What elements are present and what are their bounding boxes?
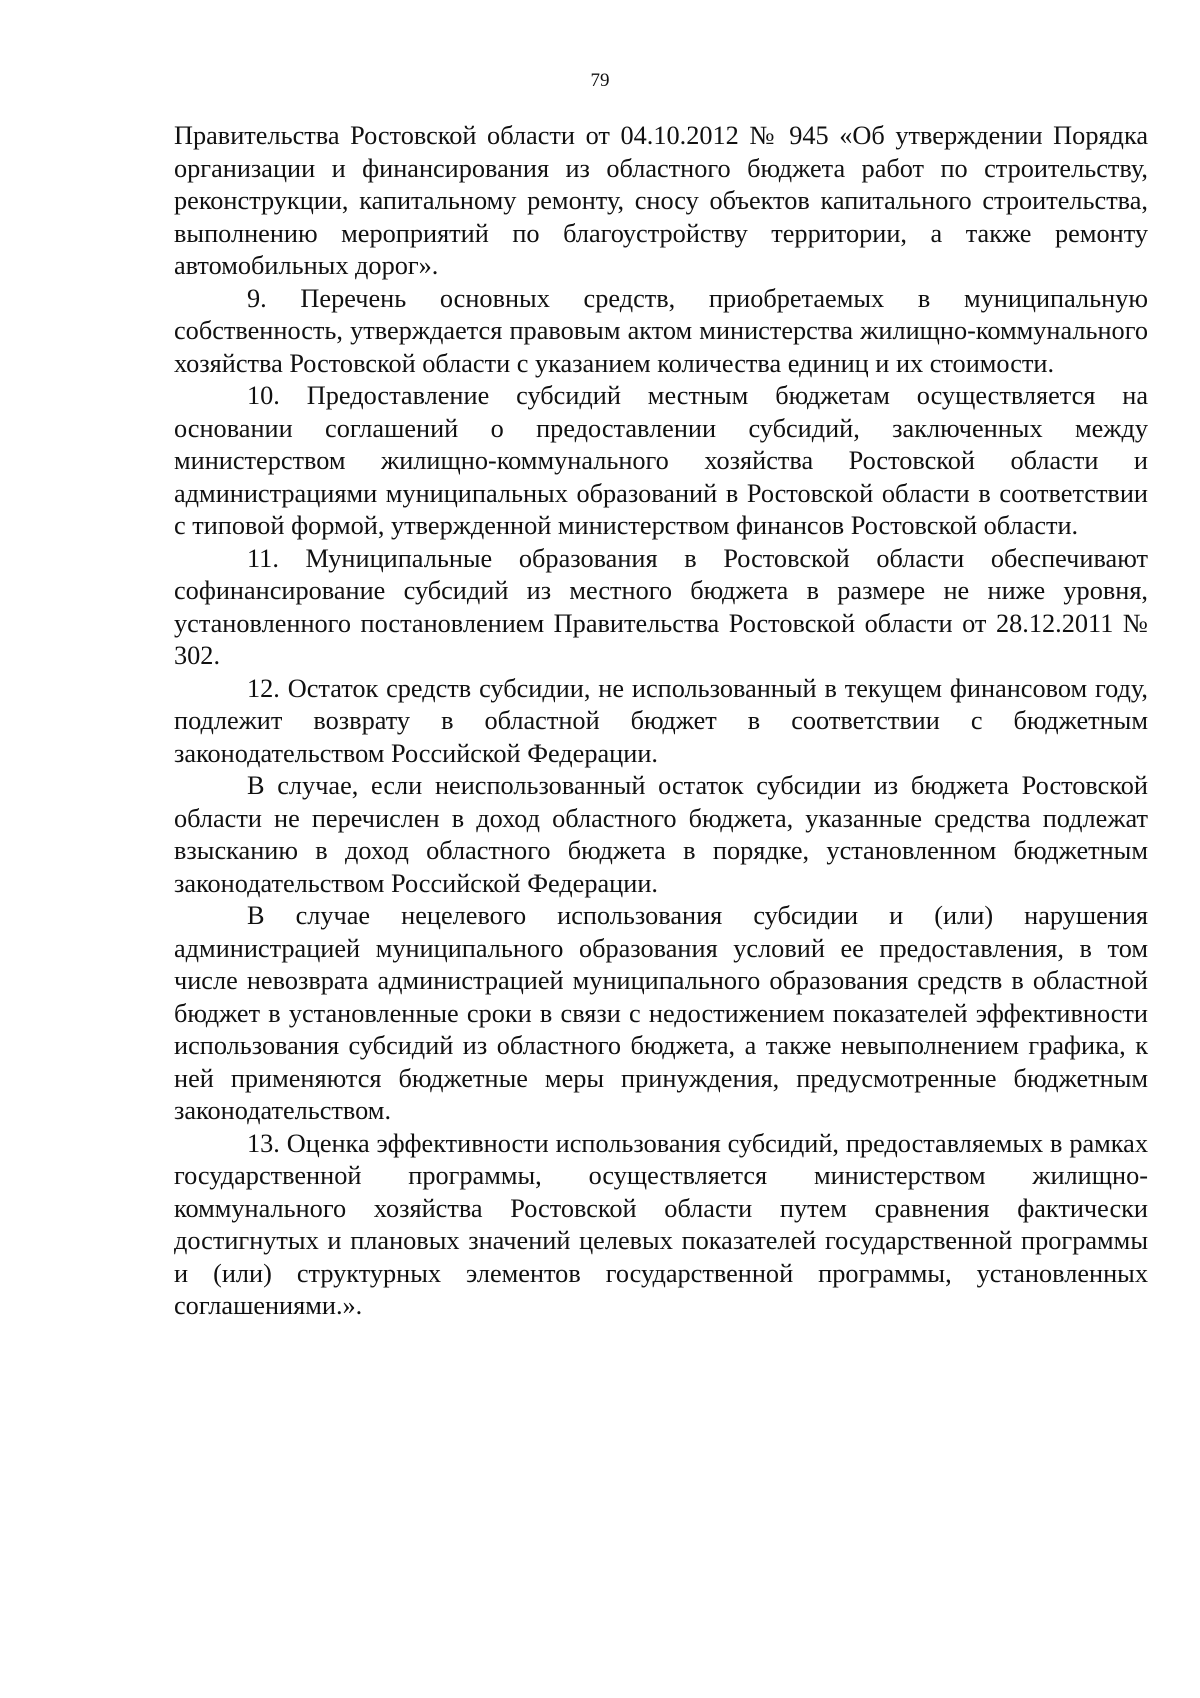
paragraph-misuse-measures: В случае нецелевого использования субсидии и (или) нарушения администрацией муниципального образования условий ее предоставления, в том числе невозврата администрацией муниципального образования средств в областной бюджет в установленные сроки в связи с недостижением показателей эффективности использования субсидий из областного бюджета, а также невыполнением графика, к ней применяются бюджетные меры принуждения, предусмотренные бюджетным законодательством.	[174, 901, 1148, 1125]
paragraph-item-9: 9. Перечень основных средств, приобретаемых в муниципальную собственность, утверждается правовым актом министерства жилищно-коммунального хозяйства Ростовской области с указанием количества единиц и их стоимости.	[174, 283, 1148, 378]
paragraph-item-11: 11. Муниципальные образования в Ростовской области обеспечивают софинансирование субсидий из местного бюджета в размере не ниже уровня, установленного постановлением Правительства Ростовской области от 28.12.2011 № 302.	[174, 543, 1148, 670]
paragraph-continuation: Правительства Ростовской области от 04.10.2012 № 945 «Об утверждении Порядка организации и финансирования из областного бюджета работ по строительству, реконструкции, капитальному ремонту, сносу объектов капитального строительства, выполнению мероприятий по благоустройству территории, а также ремонту автомобильных дорог».	[174, 121, 1148, 280]
document-body	[174, 120, 1148, 1323]
paragraph-item-13: 13. Оценка эффективности использования субсидий, предоставляемых в рамках государственной программы, осуществляется министерством жилищно-коммунального хозяйства Ростовской области путем сравнения фактически достигнутых и плановых значений целевых показателей государственной программы и (или) структурных элементов государственной программы, установленных соглашениями.».	[174, 1128, 1148, 1320]
paragraph-item-10: 10. Предоставление субсидий местным бюджетам осуществляется на основании соглашений о предоставлении субсидий, заключенных между министерством жилищно-коммунального хозяйства Ростовской области и администрациями муниципальных образований в Ростовской области в соответствии с типовой формой, утвержденной министерством финансов Ростовской области.	[174, 381, 1148, 540]
paragraph-unused-balance: В случае, если неиспользованный остаток субсидии из бюджета Ростовской области не перечислен в доход областного бюджета, указанные средства подлежат взысканию в доход областного бюджета в порядке, установленном бюджетным законодательством Российской Федерации.	[174, 771, 1148, 898]
paragraph-item-12: 12. Остаток средств субсидии, не использованный в текущем финансовом году, подлежит возврату в областной бюджет в соответствии с бюджетным законодательством Российской Федерации.	[174, 673, 1148, 768]
page-number: 79	[590, 70, 610, 91]
